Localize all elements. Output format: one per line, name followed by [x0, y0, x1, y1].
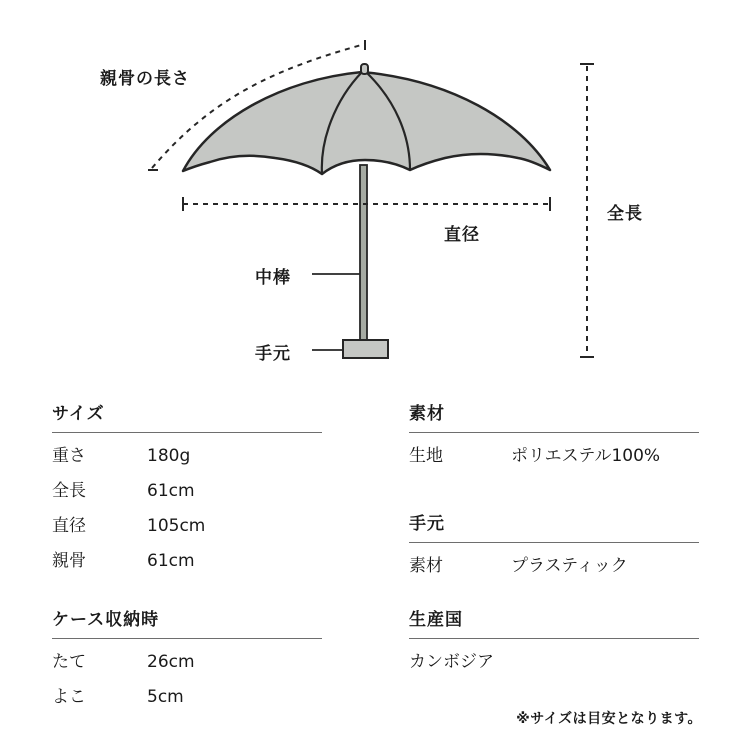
umbrella-shaft — [360, 165, 367, 345]
spec-value: 105cm — [147, 516, 206, 536]
spec-value: 180g — [147, 446, 191, 466]
spec-row-fabric — [409, 439, 699, 474]
spec-label: 全長 — [52, 481, 86, 501]
spec-row-case-height — [52, 645, 322, 680]
material-title: 素材 — [409, 396, 699, 433]
origin-value: カンボジア — [409, 652, 494, 672]
case-section — [52, 602, 322, 715]
spec-value: プラスティック — [511, 556, 628, 576]
umbrella-handle — [343, 340, 388, 358]
spec-row-rib — [52, 544, 322, 579]
total-length-label: 全長 — [607, 204, 643, 224]
spec-label: 重さ — [52, 446, 86, 466]
spec-label: 直径 — [52, 516, 86, 536]
shaft-label: 中棒 — [255, 268, 291, 288]
handle-label: 手元 — [255, 344, 291, 364]
size-title: サイズ — [52, 396, 322, 433]
spec-label: たて — [52, 652, 86, 672]
spec-label: 素材 — [409, 556, 443, 576]
spec-value: 26cm — [147, 652, 195, 672]
rib-length-label: 親骨の長さ — [100, 69, 190, 89]
spec-value: 5cm — [147, 687, 184, 707]
spec-row-total-length — [52, 474, 322, 509]
spec-label: よこ — [52, 687, 86, 707]
spec-row-handle-material — [409, 549, 699, 584]
spec-value: ポリエステル100% — [511, 446, 661, 466]
handle-title: 手元 — [409, 506, 699, 543]
origin-title: 生産国 — [409, 602, 699, 639]
material-section — [409, 396, 699, 474]
spec-value: 61cm — [147, 481, 195, 501]
size-section — [52, 396, 322, 579]
case-title: ケース収納時 — [52, 602, 322, 639]
origin-section — [409, 602, 699, 680]
spec-row-diameter — [52, 509, 322, 544]
spec-value: 61cm — [147, 551, 195, 571]
diameter-label: 直径 — [444, 225, 480, 245]
spec-label: 親骨 — [52, 551, 86, 571]
total-length-indicator — [580, 64, 594, 357]
handle-section — [409, 506, 699, 584]
spec-row-weight — [52, 439, 322, 474]
spec-row-case-width — [52, 680, 322, 715]
spec-label: 生地 — [409, 446, 443, 466]
size-note: ※サイズは目安となります。 — [516, 711, 702, 727]
umbrella-canopy — [183, 64, 550, 174]
